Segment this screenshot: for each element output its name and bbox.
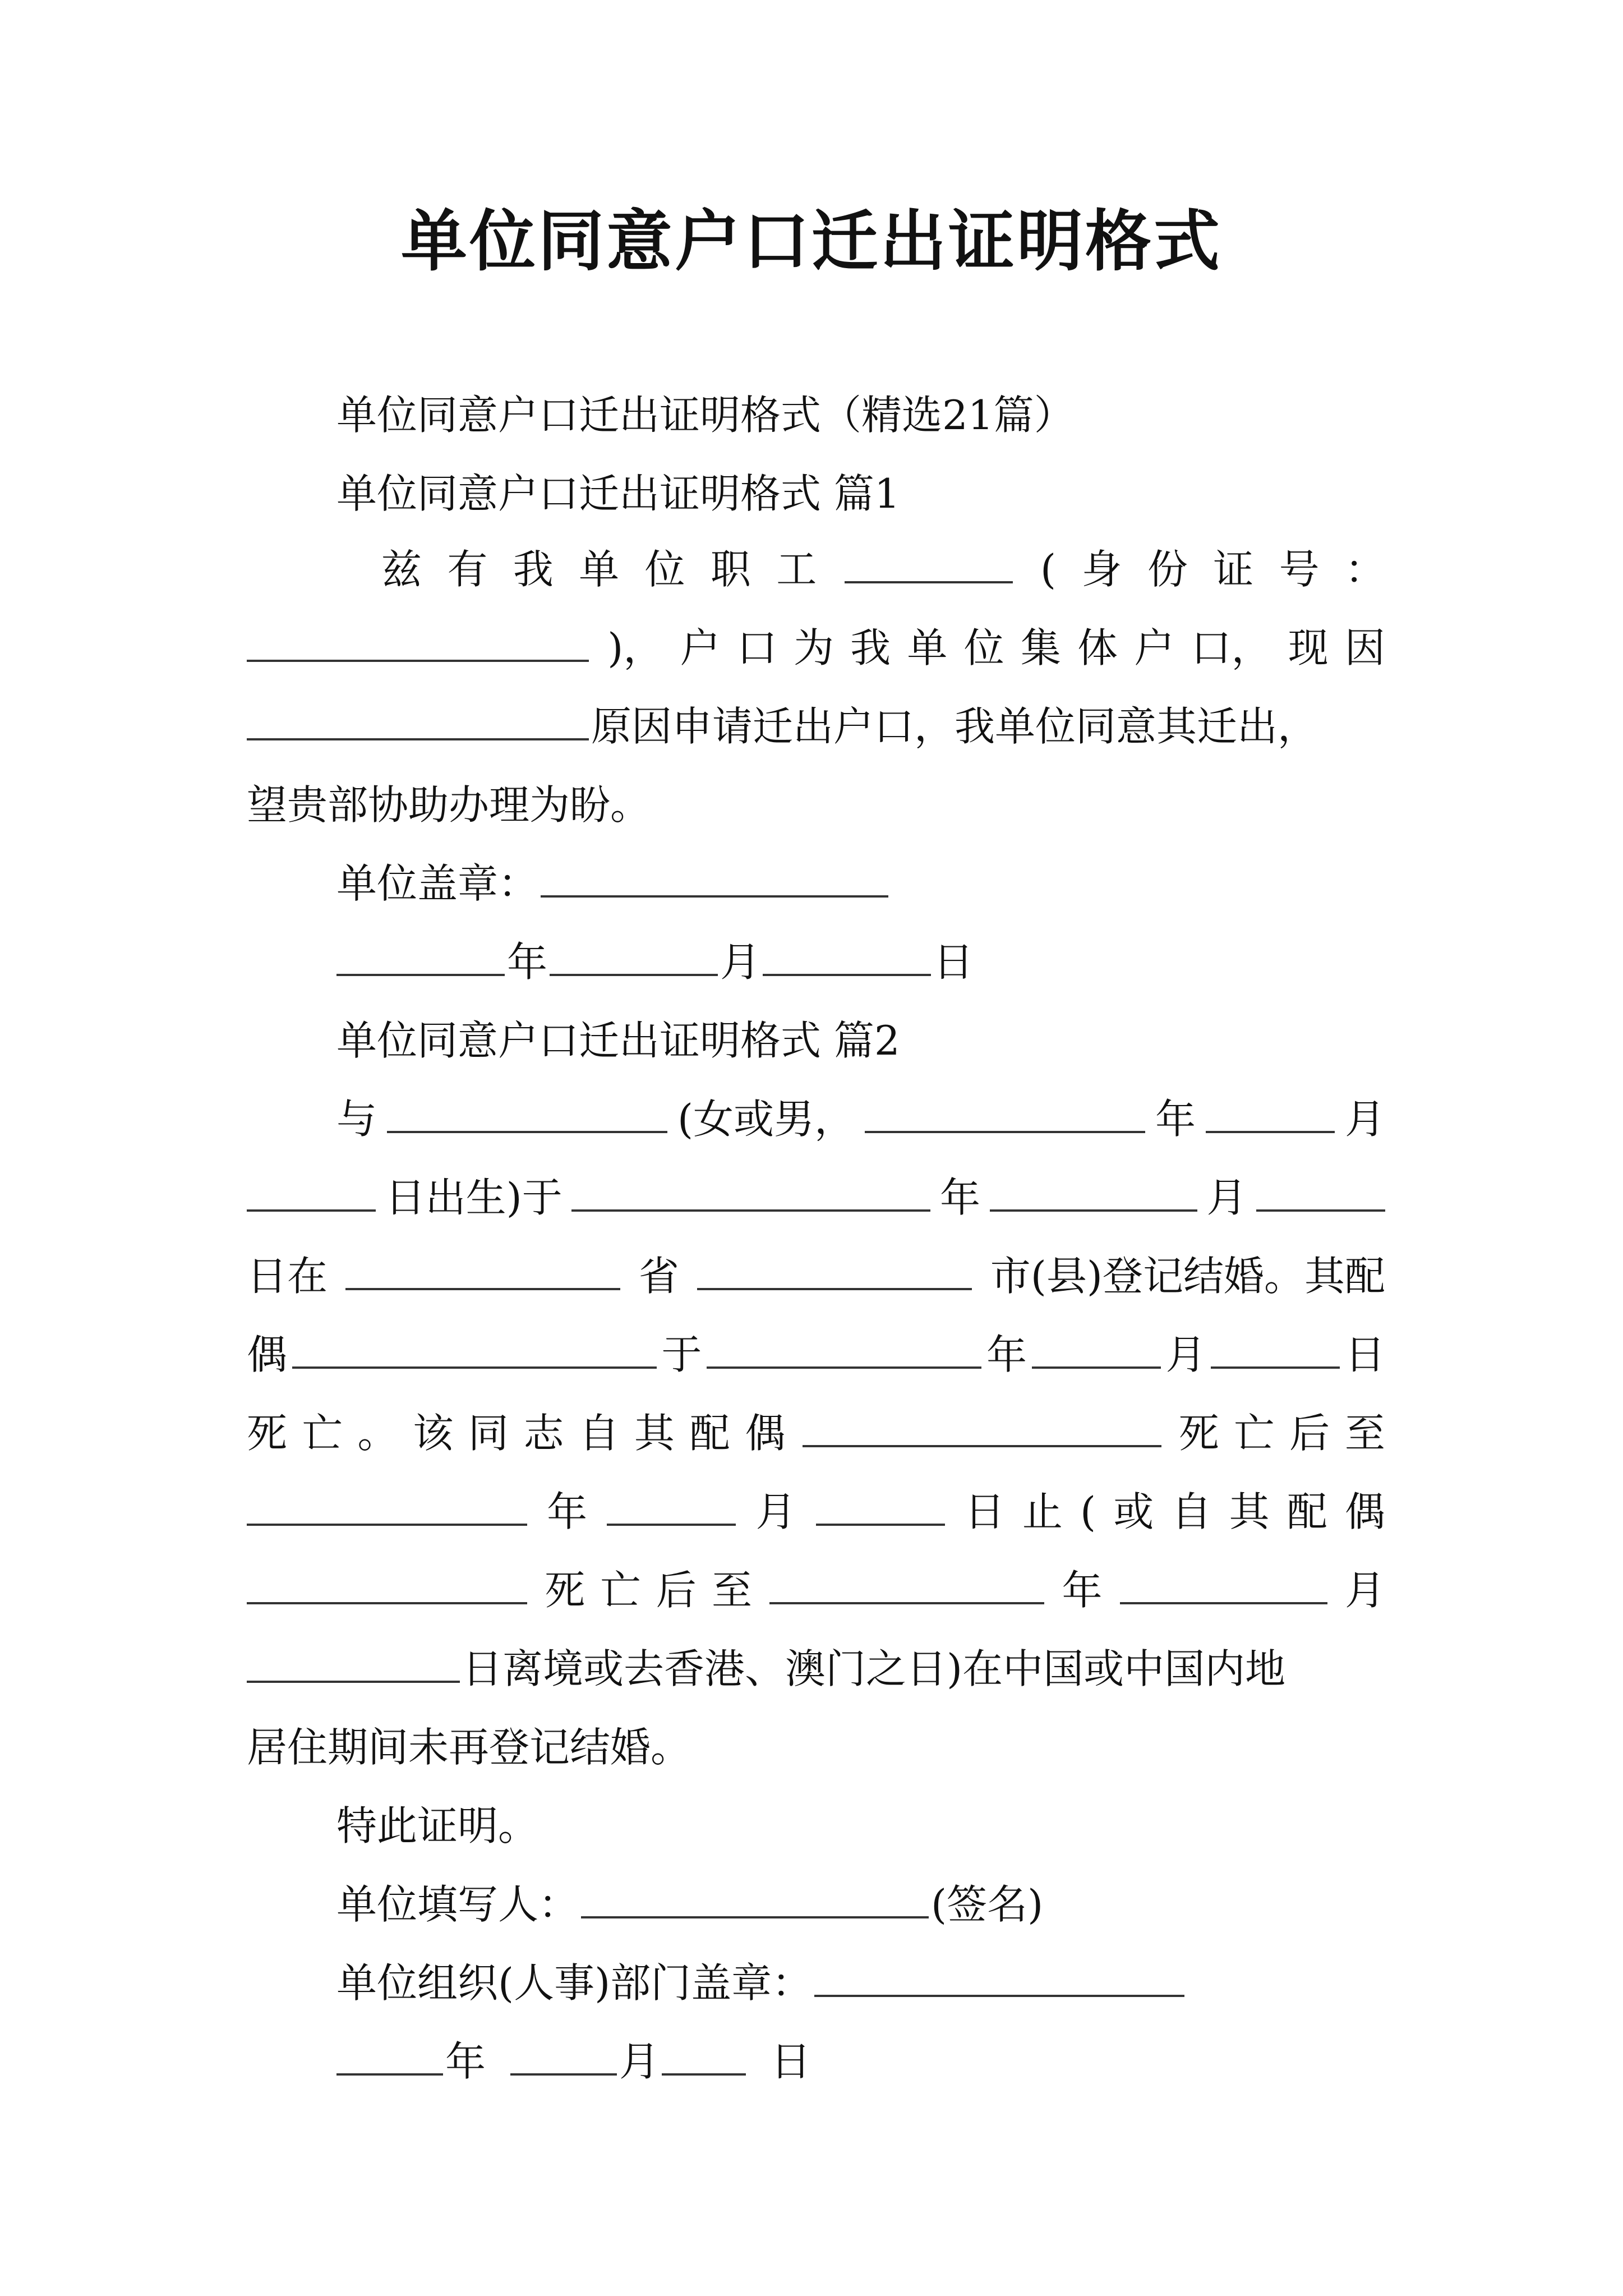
fill-blank[interactable] <box>247 620 589 662</box>
seal-blank[interactable] <box>541 856 888 898</box>
dept-seal-blank[interactable] <box>814 1955 1184 1997</box>
certification-line: 特此证明。 <box>336 1802 539 1849</box>
marriage-year-blank[interactable] <box>571 1170 930 1212</box>
year-blank[interactable] <box>336 935 505 976</box>
fill-blank[interactable] <box>803 1406 1161 1447</box>
fill-blank[interactable] <box>247 1484 527 1526</box>
paragraph-2-line-1: 与 (女或男， 年 月 <box>336 1080 1385 1158</box>
death-month-blank[interactable] <box>1032 1327 1161 1369</box>
fill-blank[interactable] <box>769 1563 1044 1604</box>
document-title: 单位同意户口迁出证明格式 <box>400 202 1222 280</box>
section-heading-2: 单位同意户口迁出证明格式 篇2 <box>336 1017 900 1064</box>
date-line-1: 年 月 日 <box>336 923 1385 1001</box>
city-blank[interactable] <box>697 1249 972 1290</box>
paragraph-2-line-4: 偶 于 年 月 日 <box>247 1315 1385 1394</box>
filler-name-blank[interactable] <box>581 1877 929 1918</box>
province-blank[interactable] <box>345 1249 620 1290</box>
filler-line: 单位填写人： (签名) <box>336 1865 1385 1944</box>
paragraph-2-line-8: 日离境或去香港、澳门之日)在中国或中国内地 <box>247 1630 1385 1708</box>
marriage-day-blank[interactable] <box>1256 1170 1385 1212</box>
fill-blank[interactable] <box>607 1484 736 1526</box>
paragraph-2-line-6: 年 月 日 止 ( 或 自 其 配 偶 <box>247 1473 1385 1551</box>
paragraph-1-line-2: )， 户 口 为 我 单 位 集 体 户 口， 现 因 <box>247 609 1385 687</box>
paragraph-2-line-5: 死 亡 。 该 同 志 自 其 配 偶 死 亡 后 至 <box>247 1394 1385 1473</box>
paragraph-1-line-1: 兹 有 我 单 位 职 工 ( 身 份 证 号 ： <box>381 530 1385 609</box>
paragraph-2-line-3: 日在 省 市(县)登记结婚。其配 <box>247 1237 1385 1315</box>
unit-seal-line: 单位盖章： <box>336 844 1385 923</box>
marriage-month-blank[interactable] <box>990 1170 1197 1212</box>
birth-month-blank[interactable] <box>1206 1092 1335 1133</box>
birth-year-blank[interactable] <box>865 1092 1145 1133</box>
paragraph-1-line-4: 望贵部协助办理为盼。 <box>247 781 651 829</box>
dept-seal-line: 单位组织(人事)部门盖章： <box>336 1944 1385 2022</box>
subtitle: 单位同意户口迁出证明格式（精选21篇） <box>336 392 1075 439</box>
fill-blank[interactable] <box>845 542 1013 583</box>
birth-day-blank[interactable] <box>247 1170 376 1212</box>
paragraph-1-line-3: 原因申请迁出户口，我单位同意其迁出， <box>247 687 1385 766</box>
death-day-blank[interactable] <box>1211 1327 1340 1369</box>
day-blank[interactable] <box>662 2034 746 2076</box>
fill-blank[interactable] <box>247 1641 460 1683</box>
section-heading-1: 单位同意户口迁出证明格式 篇1 <box>336 470 900 517</box>
date-line-2: 年 月 日 <box>336 2022 1385 2101</box>
year-blank[interactable] <box>336 2034 443 2076</box>
fill-blank[interactable] <box>1120 1563 1327 1604</box>
fill-blank[interactable] <box>816 1484 945 1526</box>
month-blank[interactable] <box>510 2034 617 2076</box>
death-year-blank[interactable] <box>707 1327 981 1369</box>
fill-blank[interactable] <box>247 1563 527 1604</box>
month-blank[interactable] <box>550 935 718 976</box>
paragraph-2-line-2: 日出生)于 年 月 <box>247 1158 1385 1237</box>
paragraph-2-line-7: 死 亡 后 至 年 月 <box>247 1551 1385 1630</box>
name-blank[interactable] <box>387 1092 667 1133</box>
spouse-name-blank[interactable] <box>292 1327 657 1369</box>
fill-blank[interactable] <box>247 699 589 740</box>
paragraph-2-line-9: 居住期间未再登记结婚。 <box>247 1724 691 1771</box>
day-blank[interactable] <box>763 935 931 976</box>
